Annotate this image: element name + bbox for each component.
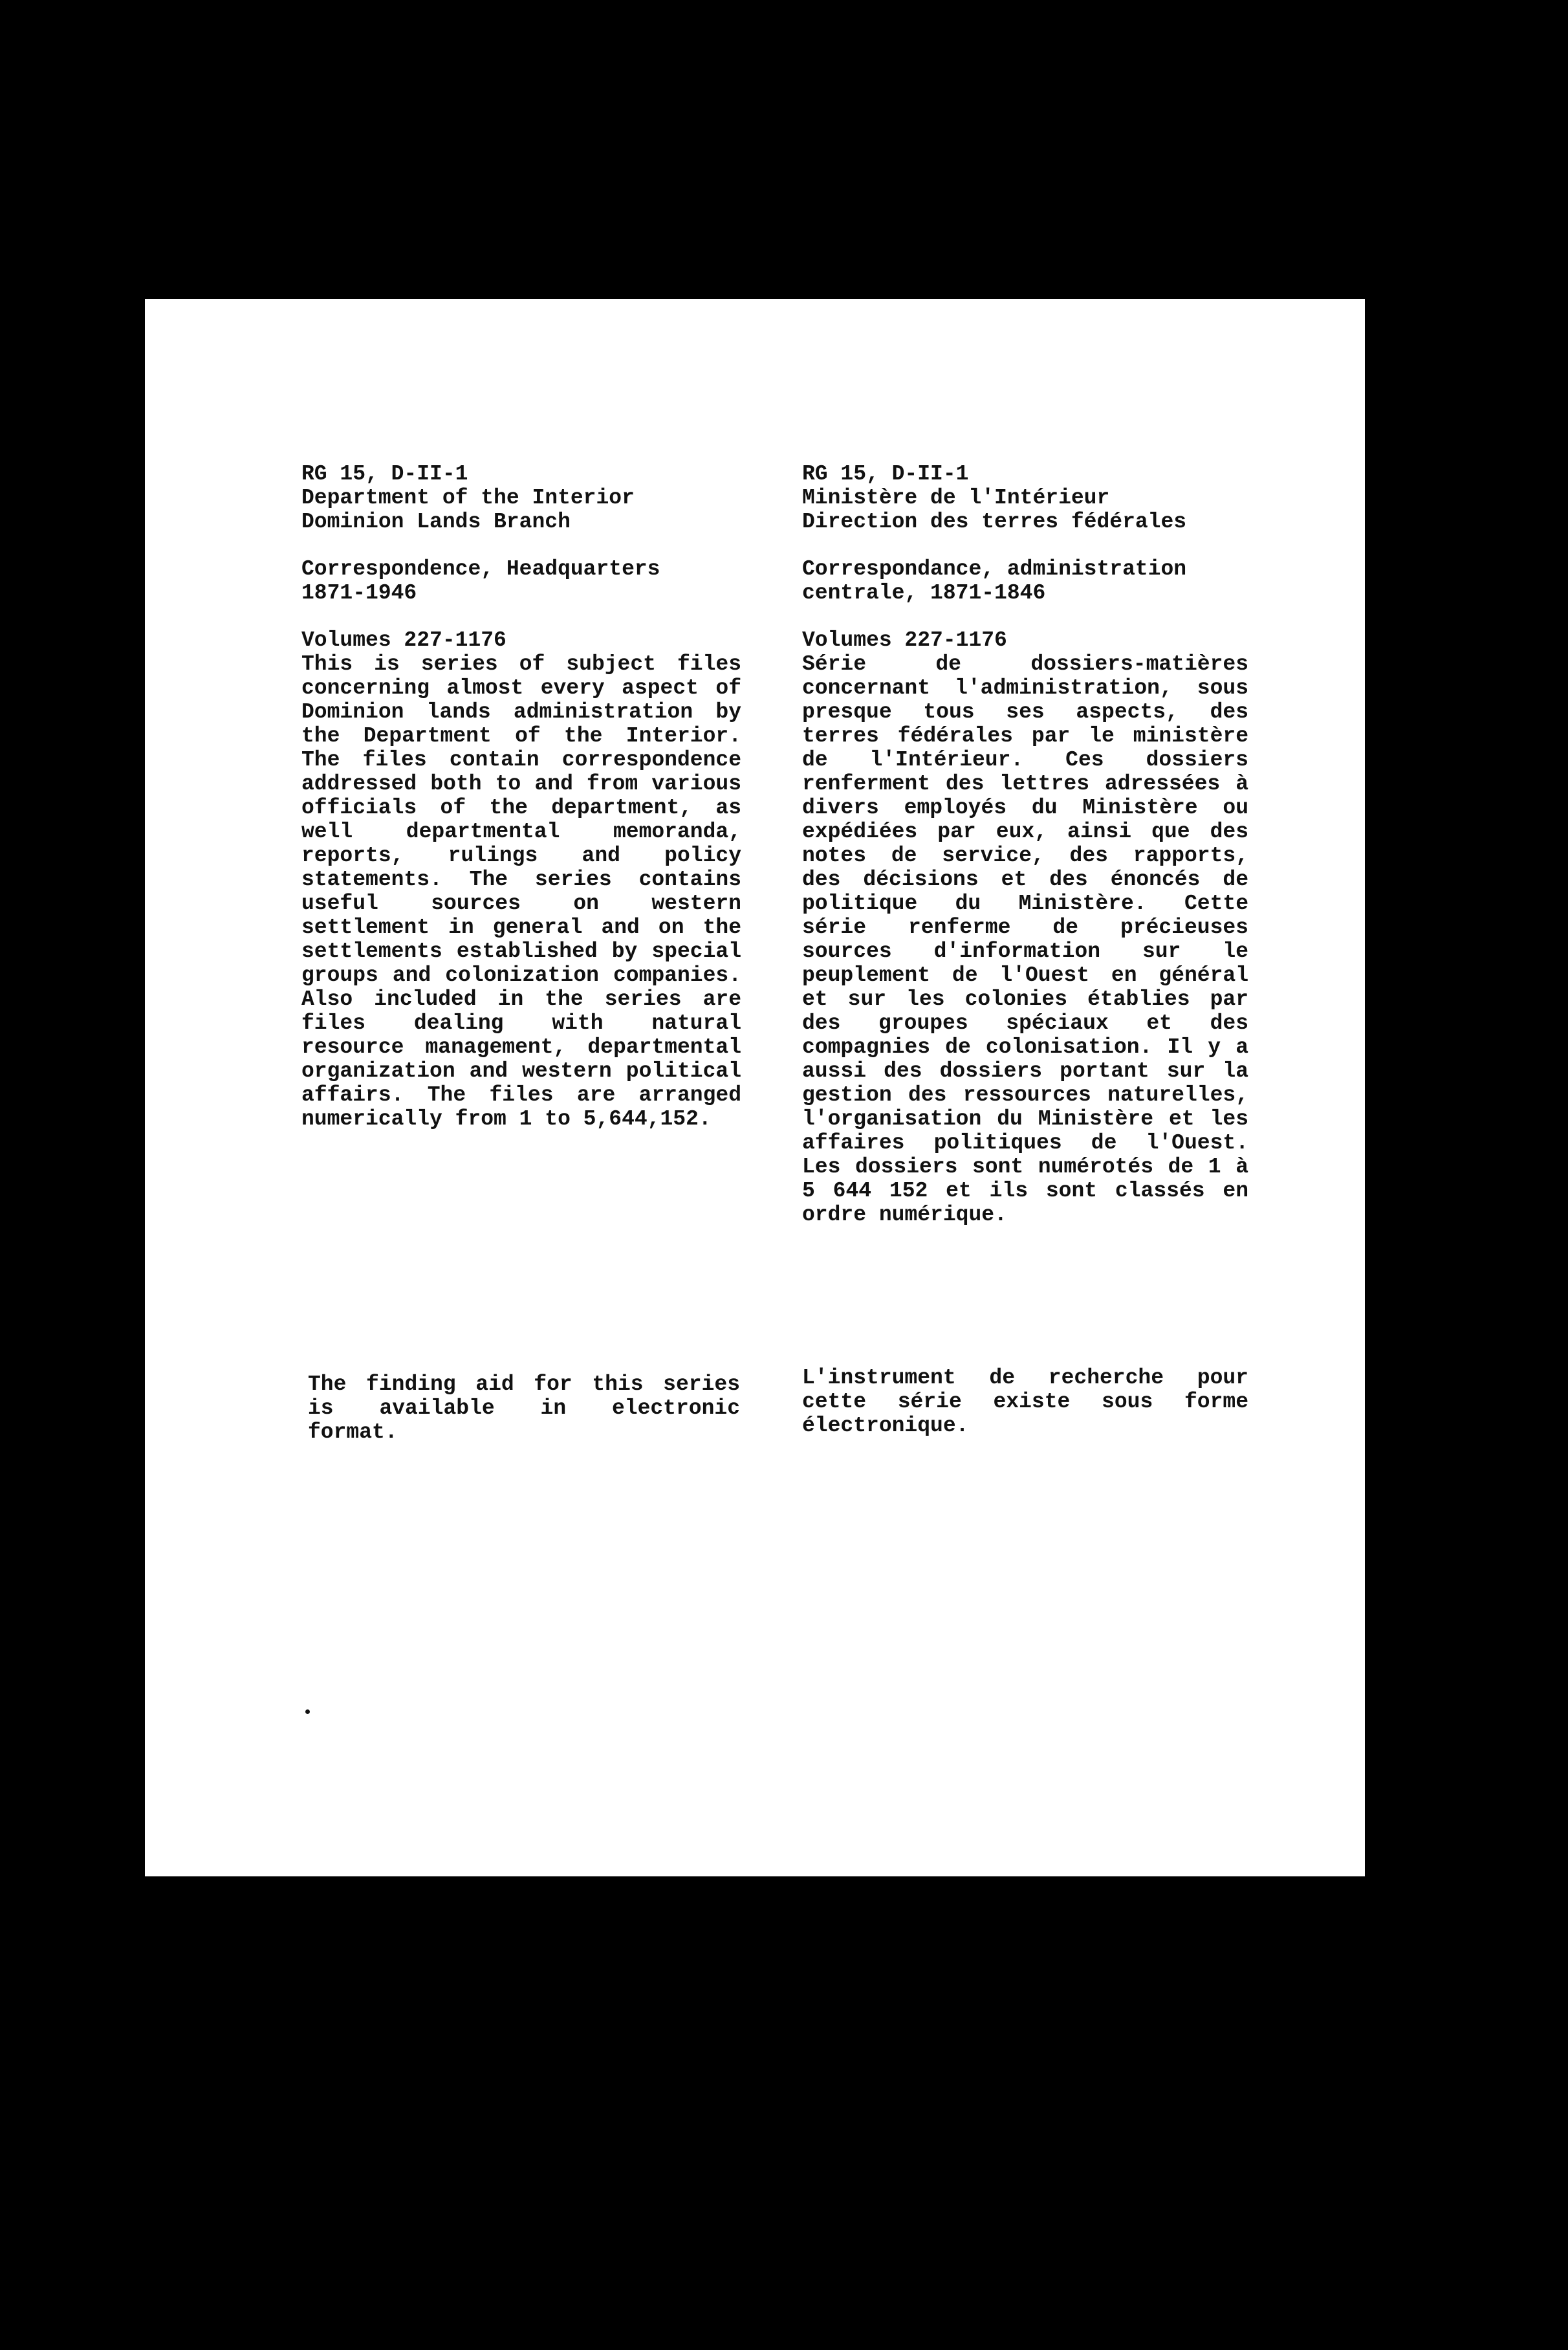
- french-title-line-1: Ministère de l'Intérieur: [802, 486, 1110, 510]
- english-title-line-2: Dominion Lands Branch: [301, 510, 571, 534]
- french-finding-aid: L'instrument de recherche pour cette série existe sous forme électronique.: [802, 1366, 1248, 1438]
- english-volumes: Volumes 227-1176: [301, 628, 506, 652]
- english-subtitle: [301, 557, 741, 605]
- french-title-line-2: Direction des terres fédérales: [802, 510, 1187, 534]
- french-volumes: Volumes 227-1176: [802, 628, 1007, 652]
- english-reference: RG 15, D-II-1: [301, 462, 468, 486]
- french-reference: RG 15, D-II-1: [802, 462, 969, 486]
- english-column: [301, 462, 741, 1131]
- french-subtitle: [802, 557, 1248, 605]
- french-title: [802, 486, 1248, 534]
- english-title-line-1: Department of the Interior: [301, 486, 635, 510]
- english-title: [301, 486, 741, 534]
- english-subtitle-line-1: Correspondence, Headquarters: [301, 557, 660, 581]
- french-description: Série de dossiers-matières concernant l'administration, sous presque tous ses aspects, des terres fédérales par le ministère de l'Intérieur. Ces dossiers renferment des lettres adressées à divers employés du Ministère ou expédiées par eux, ainsi que des notes de service, des rapports, des décisions et des énoncés de politique du Ministère. Cette série renferme de précieuses sources d'information sur le peuplement de l'Ouest en général et sur les colonies établies par des groupes spéciaux et des compagnies de colonisation. Il y a aussi des dossiers portant sur la gestion des ressources naturelles, l'organisation du Ministère et les affaires politiques de l'Ouest. Les dossiers sont numérotés de 1 à 5 644 152 et ils sont classés en ordre numérique.: [802, 652, 1248, 1227]
- english-finding-aid: The finding aid for this series is available in electronic format.: [308, 1372, 740, 1444]
- french-column: [802, 462, 1248, 1227]
- english-subtitle-line-2: 1871-1946: [301, 581, 417, 605]
- french-subtitle-line-2: centrale, 1871-1846: [802, 581, 1046, 605]
- stray-mark: [305, 1709, 310, 1714]
- french-subtitle-line-1: Correspondance, administration: [802, 557, 1187, 581]
- document-page: [145, 299, 1365, 1876]
- english-description: This is series of subject files concerning almost every aspect of Dominion lands administration by the Department of the Interior. The files contain correspondence addressed both to and from various officials of the department, as well departmental memoranda, reports, rulings and policy statements. The series contains useful sources on western settlement in general and on the settlements established by special groups and colonization companies. Also included in the series are files dealing with natural resource management, departmental organization and western political affairs. The files are arranged numerically from 1 to 5,644,152.: [301, 652, 741, 1131]
